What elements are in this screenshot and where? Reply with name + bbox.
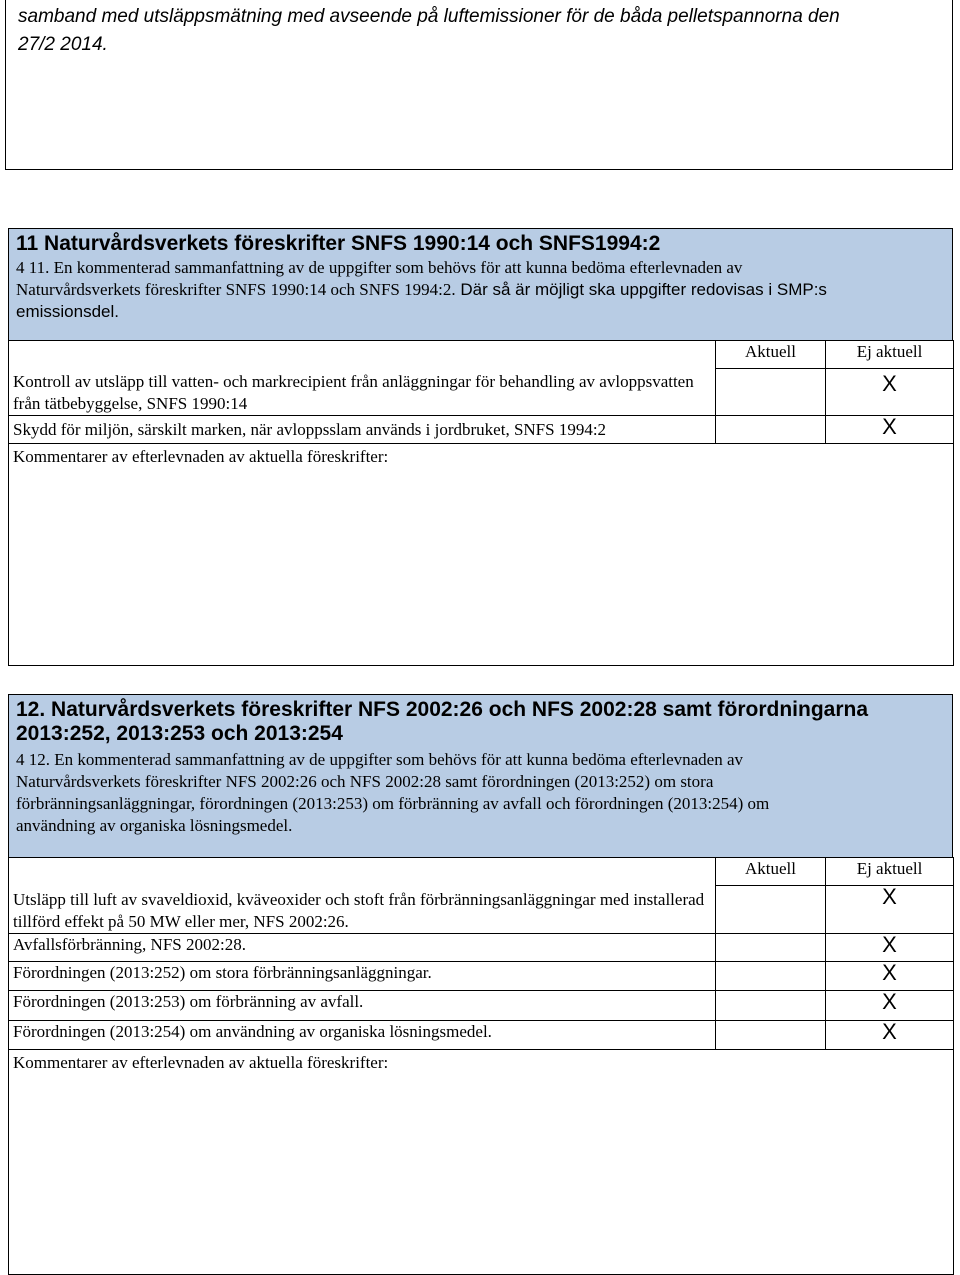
section-12-table — [8, 857, 954, 1275]
table-row — [9, 990, 954, 1020]
section-12-description-line-2: Naturvårdsverkets föreskrifter NFS 2002:26 och NFS 2002:28 samt förordningen (2013:252) om stora — [16, 772, 714, 791]
section-12-row-2-current[interactable] — [716, 933, 826, 961]
section-12-row-3-not-current[interactable]: X — [826, 961, 954, 990]
section-11-row-1-current[interactable] — [716, 369, 826, 416]
table-row — [9, 933, 954, 961]
section-11-comments-cell[interactable] — [9, 443, 954, 665]
section-11-col-current: Aktuell — [716, 341, 826, 369]
section-11-column-header-row — [9, 341, 954, 369]
section-12-comments-cell[interactable] — [9, 1049, 954, 1274]
section-12-row-2-text: Avfallsförbränning, NFS 2002:28. — [9, 933, 716, 961]
section-11-description — [16, 257, 827, 323]
section-12-row-2-not-current[interactable]: X — [826, 933, 954, 961]
previous-comments-box — [5, 0, 953, 170]
section-12-row-4-text: Förordningen (2013:253) om förbränning av avfall. — [9, 990, 716, 1020]
table-row — [9, 415, 954, 443]
section-12-description-line-4: användning av organiska lösningsmedel. — [16, 816, 293, 835]
section-12-description — [16, 749, 769, 837]
section-12-row-1-not-current[interactable]: X — [826, 886, 954, 934]
section-12-row-1-current[interactable] — [716, 886, 826, 934]
section-11-col-not-current: Ej aktuell — [826, 341, 954, 369]
section-11-description-line-2 — [16, 279, 827, 301]
section-11-header — [8, 228, 953, 340]
section-11-comments-label: Kommentarer av efterlevnaden av aktuella föreskrifter: — [13, 446, 389, 466]
section-12-comments-label: Kommentarer av efterlevnaden av aktuella föreskrifter: — [13, 1052, 389, 1072]
section-12-row-1-text: Utsläpp till luft av svaveldioxid, kväveoxider och stoft från förbränningsanläggningar med installerad tillförd effekt på 50 MW eller mer, NFS 2002:26. — [9, 886, 716, 934]
section-12-title-line-2: 2013:252, 2013:253 och 2013:254 — [16, 722, 343, 745]
section-12-row-4-current[interactable] — [716, 990, 826, 1020]
section-12-row-4-not-current[interactable]: X — [826, 990, 954, 1020]
section-11-header-blank — [9, 341, 716, 369]
section-11-table — [8, 340, 954, 666]
table-row — [9, 369, 954, 416]
section-12-row-3-text: Förordningen (2013:252) om stora förbränningsanläggningar. — [9, 961, 716, 990]
section-12-col-current: Aktuell — [716, 858, 826, 886]
section-11-row-2-not-current[interactable]: X — [826, 415, 954, 443]
previous-comments-text — [18, 3, 840, 59]
section-11-row-2-current[interactable] — [716, 415, 826, 443]
section-12-comments-row — [9, 1049, 954, 1274]
table-row — [9, 961, 954, 990]
section-11-row-2-text: Skydd för miljön, särskilt marken, när avloppsslam används i jordbruket, SNFS 1994:2 — [9, 415, 716, 443]
section-12-row-5-text: Förordningen (2013:254) om användning av organiska lösningsmedel. — [9, 1020, 716, 1049]
section-12-row-5-current[interactable] — [716, 1020, 826, 1049]
section-11-row-1-not-current[interactable]: X — [826, 369, 954, 416]
table-row — [9, 886, 954, 934]
section-12-title — [16, 698, 868, 746]
previous-comments-line-2: 27/2 2014. — [18, 34, 108, 55]
section-12-col-not-current: Ej aktuell — [826, 858, 954, 886]
section-12-description-line-1: 4 12. En kommenterad sammanfattning av de uppgifter som behövs för att kunna bedöma efterlevnaden av — [16, 750, 743, 769]
section-11-description-line-1: 4 11. En kommenterad sammanfattning av de uppgifter som behövs för att kunna bedöma efterlevnaden av — [16, 258, 743, 277]
section-12-title-line-1: 12. Naturvårdsverkets föreskrifter NFS 2002:26 och NFS 2002:28 samt förordningarna — [16, 698, 869, 721]
section-11-title: 11 Naturvårdsverkets föreskrifter SNFS 1990:14 och SNFS1994:2 — [16, 232, 661, 255]
section-12-column-header-row — [9, 858, 954, 886]
section-11-comments-row — [9, 443, 954, 665]
section-12-row-3-current[interactable] — [716, 961, 826, 990]
section-11-row-1-text: Kontroll av utsläpp till vatten- och markrecipient från anläggningar för behandling av avloppsvatten från tätbebyggelse, SNFS 1990:14 — [9, 369, 716, 416]
section-12-description-line-3: förbränningsanläggningar, förordningen (2013:253) om förbränning av avfall och förordningen (2013:254) om — [16, 794, 770, 813]
section-12-row-5-not-current[interactable]: X — [826, 1020, 954, 1049]
section-11-description-line-2-serif: Naturvårdsverkets föreskrifter SNFS 1990:14 och SNFS 1994:2. — [16, 280, 456, 299]
section-11-description-line-2-sans: Där så är möjligt ska uppgifter redovisas i SMP:s — [455, 280, 827, 299]
table-row — [9, 1020, 954, 1049]
section-12-header — [8, 694, 953, 857]
section-11-description-line-3: emissionsdel. — [16, 302, 119, 321]
previous-comments-line-1: samband med utsläppsmätning med avseende på luftemissioner för de båda pelletspannorna den — [18, 6, 840, 27]
section-12-header-blank — [9, 858, 716, 886]
